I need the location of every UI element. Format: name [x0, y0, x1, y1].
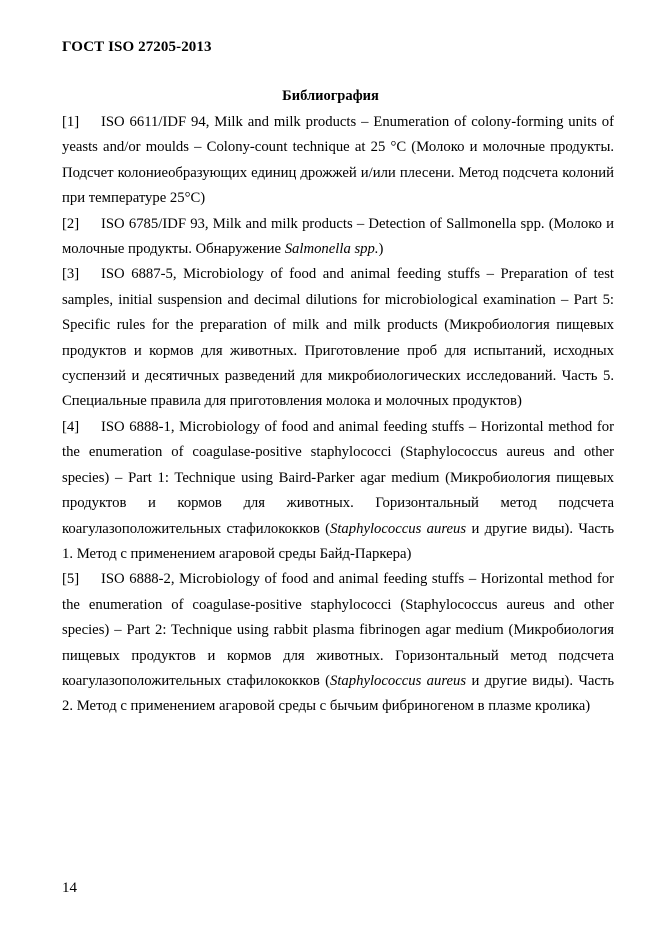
reference-list — [62, 110, 614, 720]
reference-text: ) — [378, 241, 384, 258]
reference-item — [62, 110, 614, 212]
bibliography-title: Библиография — [282, 88, 379, 104]
reference-item — [62, 567, 614, 719]
reference-number: [4] — [62, 418, 80, 435]
reference-italic-text: Salmonella spp. — [284, 241, 379, 258]
page-number: 14 — [62, 880, 77, 896]
reference-number: [5] — [62, 571, 80, 588]
reference-number: [1] — [62, 114, 80, 130]
reference-item — [62, 415, 614, 567]
reference-text: ISO 6888-1, Microbiology of food and animal feeding stuffs – Horizontal method for the enumeration of coagulase-positive staphylococci (Staphylococcus aureus and other species) – Part 1: Technique using Baird-Parker agar medium (Микробиология пищевых продуктов и кормов для животных. Горизонтальный метод подсчета коагулазоположительных стафилококков ( — [62, 418, 614, 537]
reference-item — [62, 262, 614, 414]
reference-text: ISO 6887-5, Microbiology of food and animal feeding stuffs – Preparation of test samples, initial suspension and decimal dilutions for microbiological examination – Part 5: Specific rules for the preparation of milk and milk products (Микробиология пищевых продуктов и кормов для животных. Приготовление проб для испытаний, исходных суспензий и десятичных разведений для микробиологических исследований. Часть 5. Специальные правила для приготовления молока и молочных продуктов) — [62, 266, 614, 410]
reference-text: и другие виды). Часть 1. Метод с применением агаровой среды Байд-Паркера) — [62, 520, 615, 562]
reference-text: и другие виды). Часть 2. Метод с применением агаровой среды с бычьим фибриногеном в плазме кролика) — [62, 672, 615, 715]
document-header: ГОСТ ISO 27205-2013 — [62, 39, 212, 55]
reference-text: ISO 6611/IDF 94, Milk and milk products – Enumeration of colony-forming units of yeasts and/or moulds – Colony-count technique at 25 °C (Молоко и молочные продукты. Подсчет колониеобразующих единиц дрожжей и/или плесени. Метод подсчета колоний при температуре 25°C) — [62, 114, 614, 207]
reference-italic-text: Staphylococcus aureus — [330, 672, 467, 689]
reference-number: [2] — [62, 215, 80, 232]
reference-text: ISO 6888-2, Microbiology of food and animal feeding stuffs – Horizontal method for the enumeration of coagulase-positive staphylococci (Staphylococcus aureus and other species) – Part 2: Technique using rabbit plasma fibrinogen agar medium (Микробиология пищевых продуктов и кормов для животных. Горизонтальный метод подсчета коагулазоположительных стафилококков ( — [62, 571, 614, 689]
reference-number: [3] — [62, 266, 80, 283]
reference-text: ISO 6785/IDF 93, Milk and milk products – Detection of Sallmonella spp. (Молоко и молочные продукты. Обнаружение — [62, 215, 614, 258]
reference-italic-text: Staphylococcus aureus — [330, 520, 467, 537]
reference-item — [62, 212, 614, 263]
